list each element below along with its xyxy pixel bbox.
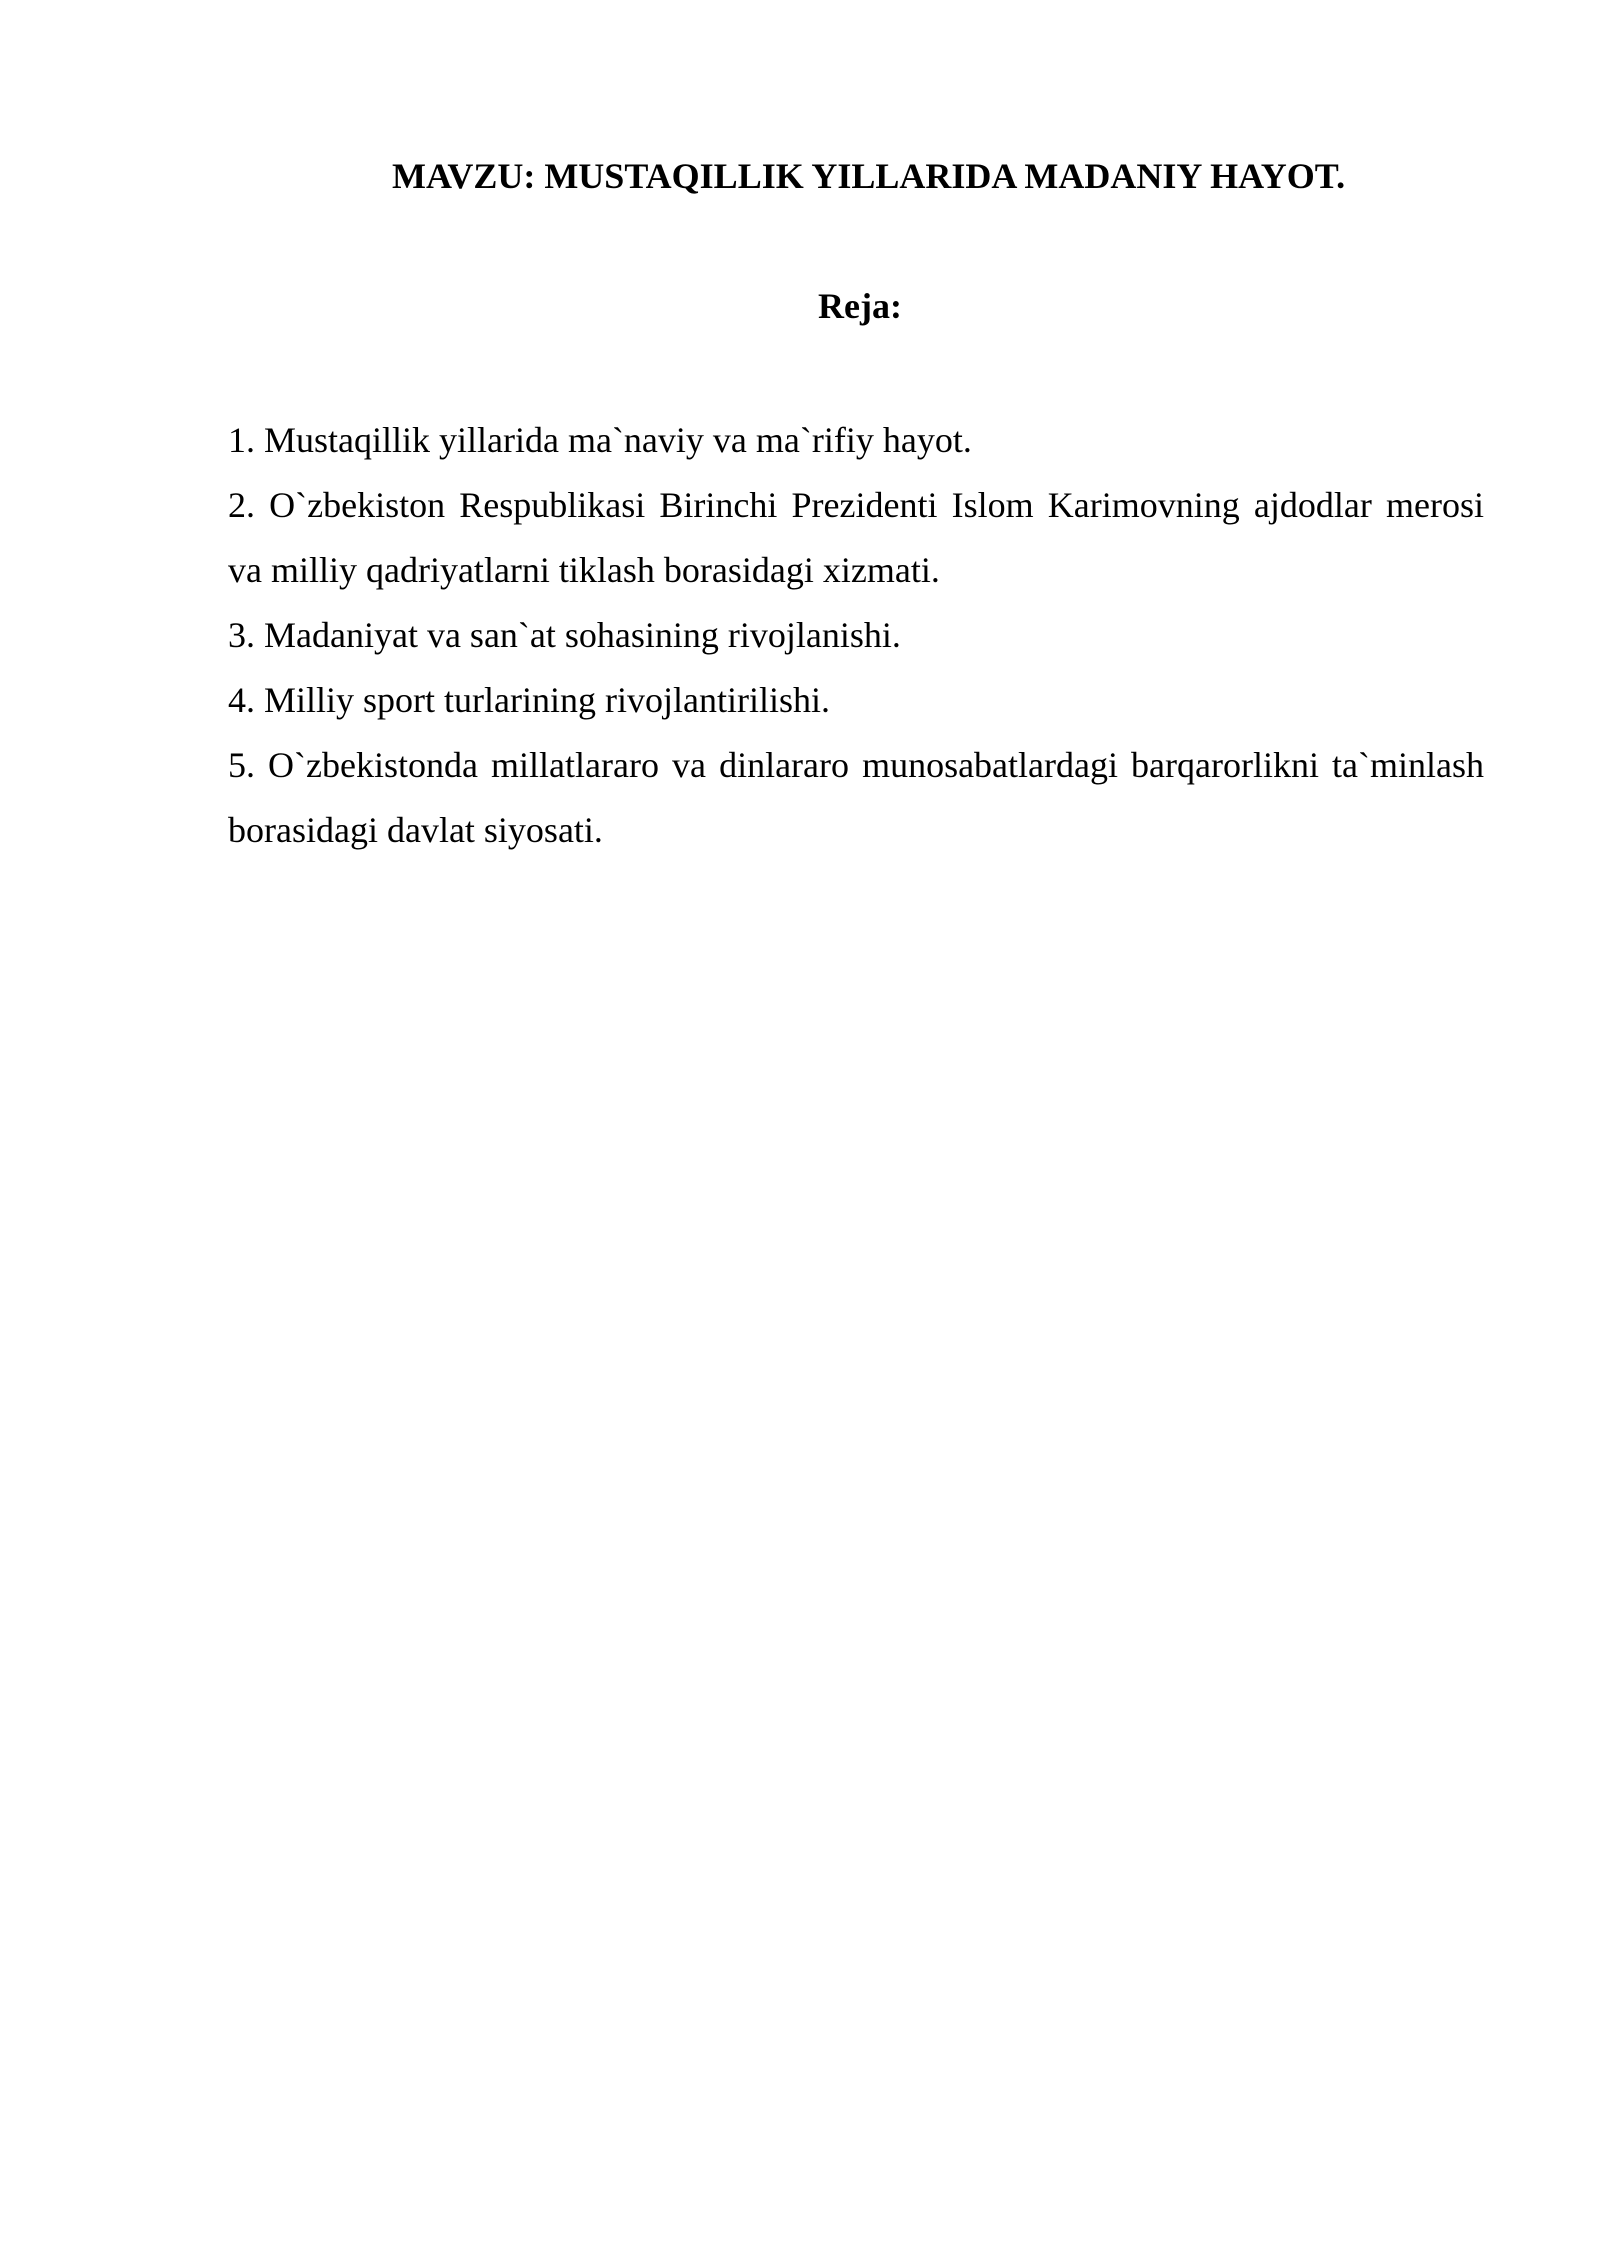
plan-list xyxy=(228,408,1484,863)
plan-item-4: 4. Milliy sport turlarining rivojlantirilishi. xyxy=(228,680,830,720)
plan-item-1: 1. Mustaqillik yillarida ma`naviy va ma`rifiy hayot. xyxy=(228,420,972,460)
plan-item-5: 5. O`zbekistonda millatlararo va dinlararo munosabatlardagi barqarorlikni ta`minlash borasidagi davlat siyosati. xyxy=(228,745,1484,850)
plan-item-3: 3. Madaniyat va san`at sohasining rivojlanishi. xyxy=(228,615,901,655)
document-title: MAVZU: MUSTAQILLIK YILLARIDA MADANIY HAYOT. xyxy=(392,156,1346,196)
plan-heading: Reja: xyxy=(818,286,902,326)
plan-item-2: 2. O`zbekiston Respublikasi Birinchi Prezidenti Islom Karimovning ajdodlar merosi va milliy qadriyatlarni tiklash borasidagi xizmati. xyxy=(228,485,1484,590)
